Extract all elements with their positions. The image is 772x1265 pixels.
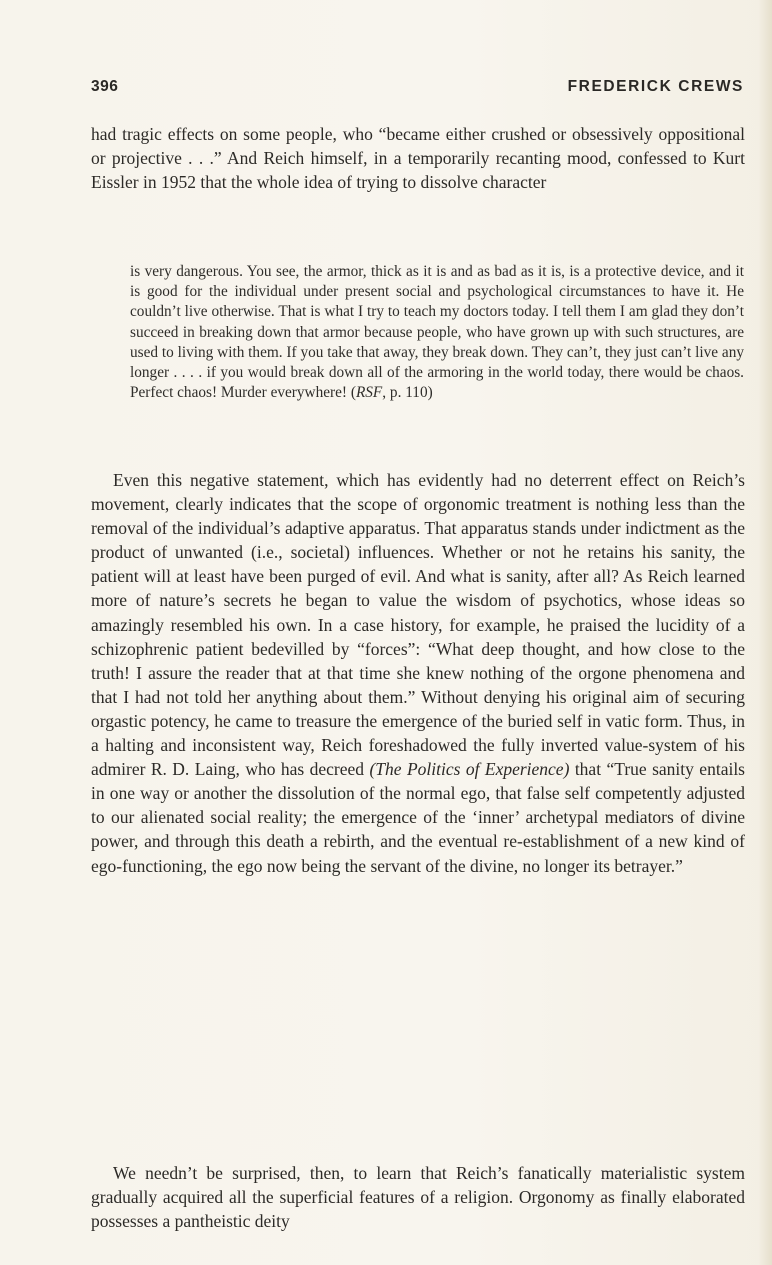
citation-title: RSF [355, 384, 383, 402]
paragraph-3: We needn’t be surprised, then, to learn that Reich’s fanatically materialistic system gradually acquired all the superficial features of a religion. Orgonomy as finally elaborated possesses a pantheistic deity [91, 1163, 745, 1232]
page-header [91, 78, 744, 102]
paragraph-2-text-a: Even this negative statement, which has evidently had no deterrent effect on Reich’s movement, clearly indicates that the scope of orgonomic treatment is nothing less than the removal of the individual’s adaptive apparatus. That apparatus stands under indictment as the product of unwanted (i.e., societal) influences. Whether or not he retains his sanity, the patient will at least have been purged of evil. And what is sanity, after all? As Reich learned more of nature’s secrets he began to value the wisdom of psychotics, whose ideas so amazingly resembled his own. In a case history, for example, he praised the lucidity of a schizophrenic patient bedevilled by “forces”: “What deep thought, and how close to the truth! I assure the reader that at that time she knew nothing of the orgone phenomena and that I had not told her anything about them.” Without denying his original aim of securing orgastic potency, he came to treasure the emergence of the buried self in vatic form. Thus, in a halting and inconsistent way, Reich foreshadowed the fully inverted value-system of his admirer R. D. Laing, who has decreed [91, 470, 745, 780]
citation-page: , p. 110) [382, 384, 433, 402]
block-quote [130, 262, 744, 403]
paragraph-1: had tragic effects on some people, who “became either crushed or obsessively oppositional or projective . . .” And Reich himself, in a temporarily recanting mood, confessed to Kurt Eissler in 1952 that the whole idea of trying to dissolve character [91, 124, 745, 193]
paragraph-2 [91, 468, 745, 878]
paragraph-2-text-b: that “True sanity entails in one way or another the dissolution of the normal ego, that false self competently adjusted to our alienated social reality; the emergence of the ‘inner’ archetypal mediators of divine power, and through this death a rebirth, and the eventual re-establishment of a new kind of ego-functioning, the ego now being the servant of the divine, no longer its betrayer.” [91, 759, 745, 876]
block-quote-text: is very dangerous. You see, the armor, thick as it is and as bad as it is, is a protective device, and it is good for the individual under present social and psychological circumstances to have it. He couldn’t live otherwise. That is what I try to teach my doctors today. I tell them I am glad they don’t succeed in breaking down that armor because people, who have grown up with such structures, are used to living with them. If you take that away, they break down. They can’t, they just can’t live any longer . . . . if you would break down all of the armoring in the world today, there would be chaos. Perfect chaos! Murder everywhere! ( [130, 263, 744, 402]
running-head: FREDERICK CREWS [567, 78, 744, 95]
page-number: 396 [91, 78, 119, 95]
page-edge-shadow [758, 0, 772, 1265]
book-title-reference: (The Politics of Experience) [369, 759, 570, 780]
